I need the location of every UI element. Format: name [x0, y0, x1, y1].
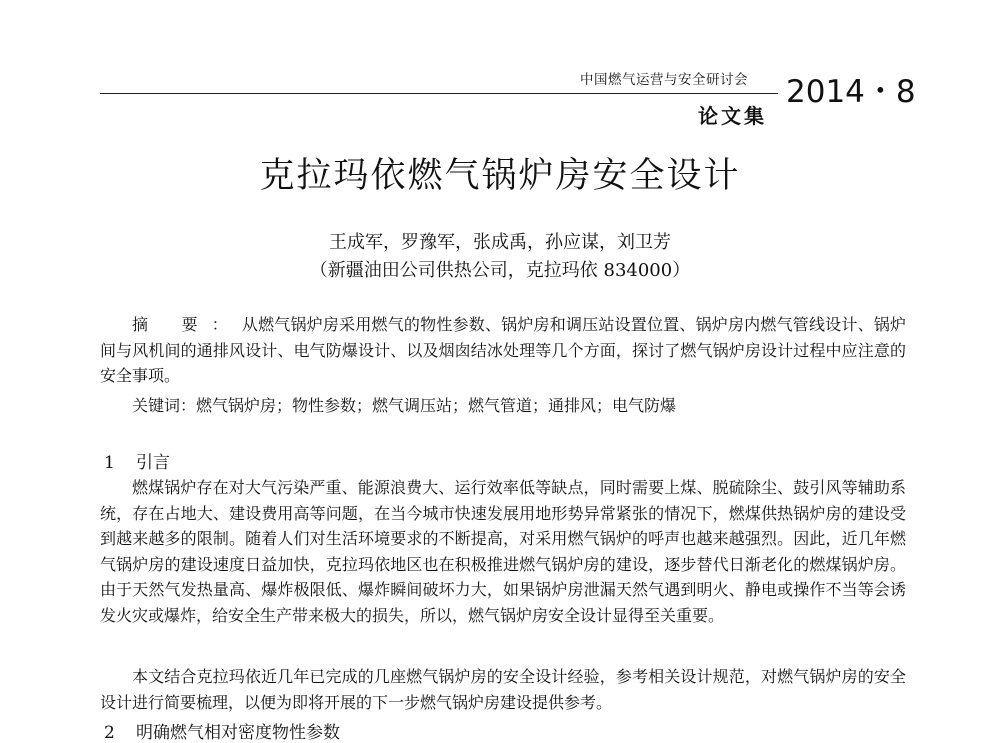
abstract-label: 摘 要：: [132, 315, 242, 334]
section-2-heading: [104, 718, 340, 743]
section-1-paragraph-1: 燃煤锅炉存在对大气污染严重、能源浪费大、运行效率低等缺点，同时需要上煤、脱硫除尘、鼓引风等辅助系统，存在占地大、建设费用高等问题，在当今城市快速发展用地形势异常紧张的情况下，燃煤供热锅炉房的建设受到越来越多的限制。随着人们对生活环境要求的不断提高，对采用燃气锅炉的呼声也越来越强烈。因此，近几年燃气锅炉房的建设速度日益加快，克拉玛依地区也在积极推进燃气锅炉房的建设，逐步替代日渐老化的燃煤锅炉房。由于天然气发热量高、爆炸极限低、爆炸瞬间破坏力大，如果锅炉房泄漏天然气遇到明火、静电或操作不当等会诱发火灾或爆炸，给安全生产带来极大的损失，所以，燃气锅炉房安全设计显得至关重要。: [100, 478, 906, 625]
abstract-text: 从燃气锅炉房采用燃气的物性参数、锅炉房和调压站设置位置、锅炉房内燃气管线设计、锅炉间与风机间的通排风设计、电气防爆设计、以及烟囱结冰处理等几个方面，探讨了燃气锅炉房设计过程中应注意的安全事项。: [100, 315, 906, 385]
section-1-number: 1: [104, 453, 115, 473]
affiliation: （新疆油田公司供热公司，克拉玛依 834000）: [309, 260, 691, 281]
paper-title: 克拉玛依燃气锅炉房安全设计: [259, 156, 741, 196]
keywords-label: 关键词：: [132, 396, 197, 415]
header-collection: 论文集: [698, 104, 767, 128]
keywords: [100, 393, 906, 419]
header-year-issue: 2014・8: [786, 74, 916, 110]
keywords-text: 燃气锅炉房；物性参数；燃气调压站；燃气管道；通排风；电气防爆: [196, 396, 677, 415]
section-2-number: 2: [104, 723, 115, 743]
section-2-title: 明确燃气相对密度物性参数: [136, 723, 340, 743]
section-1-heading: [104, 448, 170, 473]
abstract: [100, 312, 906, 389]
section-1-paragraph-2: 本文结合克拉玛依近几年已完成的几座燃气锅炉房的安全设计经验，参考相关设计规范，对燃气锅炉房的安全设计进行简要梳理，以便为即将开展的下一步燃气锅炉房建设提供参考。: [100, 667, 906, 712]
header-rule: [100, 93, 778, 94]
header-conference: 中国燃气运营与安全研讨会: [580, 72, 748, 88]
authors: 王成军，罗豫军，张成禹，孙应谋，刘卫芳: [329, 232, 671, 253]
section-1-title: 引言: [136, 453, 170, 473]
